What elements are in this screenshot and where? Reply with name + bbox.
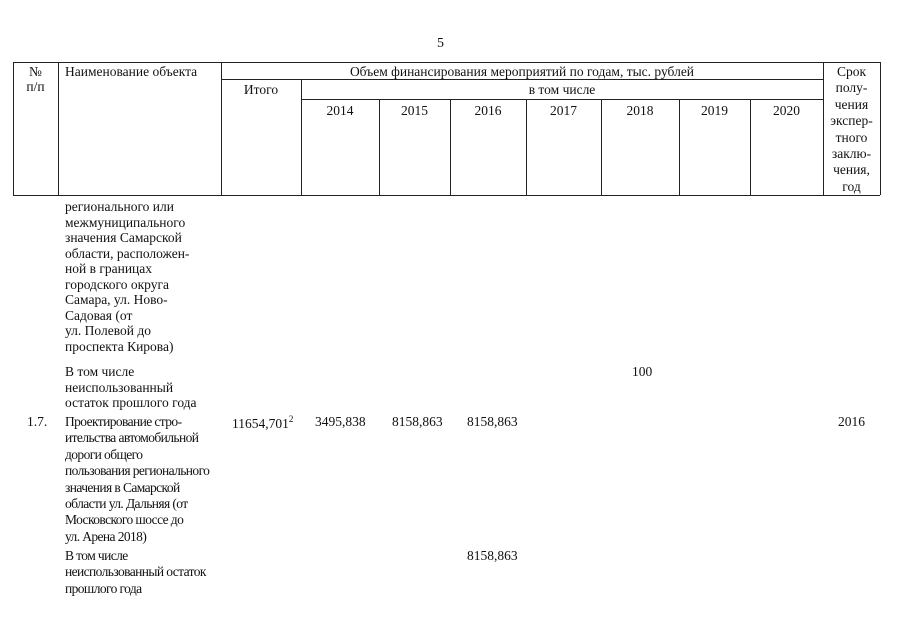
header-number: № п/п	[26, 64, 45, 94]
item-unused-remainder-2016: 8158,863	[467, 548, 518, 563]
item-value-2016: 8158,863	[467, 414, 518, 429]
continued-unused-remainder-label: В том числе неиспользованный остаток прошлого года	[65, 364, 197, 410]
header-year-2018: 2018	[626, 103, 654, 118]
header-including: в том числе	[528, 82, 596, 97]
item-value-2014: 3495,838	[315, 414, 366, 429]
header-deadline: Срок полу- чения экспер- тного заклю- чения, год	[830, 64, 873, 194]
item-total-footnote: 2	[288, 414, 294, 424]
continued-unused-remainder-2018: 100	[632, 364, 653, 379]
header-object-name: Наименование объекта	[65, 64, 198, 79]
item-total: 11654,701$^2$	[232, 414, 294, 431]
header-year-2015: 2015	[401, 103, 428, 118]
item-deadline: 2016	[838, 414, 865, 429]
header-year-2016: 2016	[474, 103, 502, 118]
item-object-name: Проектирование стро- ительства автомобильной дороги общего пользования регионального значения в Самарской области ул. Дальняя (от Московского шоссе до ул. Арена 2018)	[65, 414, 210, 544]
item-value-2015: 8158,863	[392, 414, 443, 429]
header-total: Итого	[243, 82, 279, 97]
continued-object-name: регионального или межмуниципального значения Самарской области, расположен- ной в границах городского округа Самара, ул. Ново- Садовая (от ул. Полевой до проспекта Кирова)	[65, 199, 190, 354]
header-year-2020: 2020	[773, 103, 800, 118]
header-financing-volume: Объем финансирования мероприятий по годам, тыс. рублей	[349, 64, 695, 79]
item-number: 1.7.	[27, 414, 48, 429]
header-year-2019: 2019	[701, 103, 728, 118]
page-number: 5	[437, 36, 444, 51]
header-year-2017: 2017	[550, 103, 577, 118]
header-year-2014: 2014	[326, 103, 354, 118]
item-unused-remainder-label: В том числе неиспользованный остаток прошлого года	[65, 548, 206, 596]
